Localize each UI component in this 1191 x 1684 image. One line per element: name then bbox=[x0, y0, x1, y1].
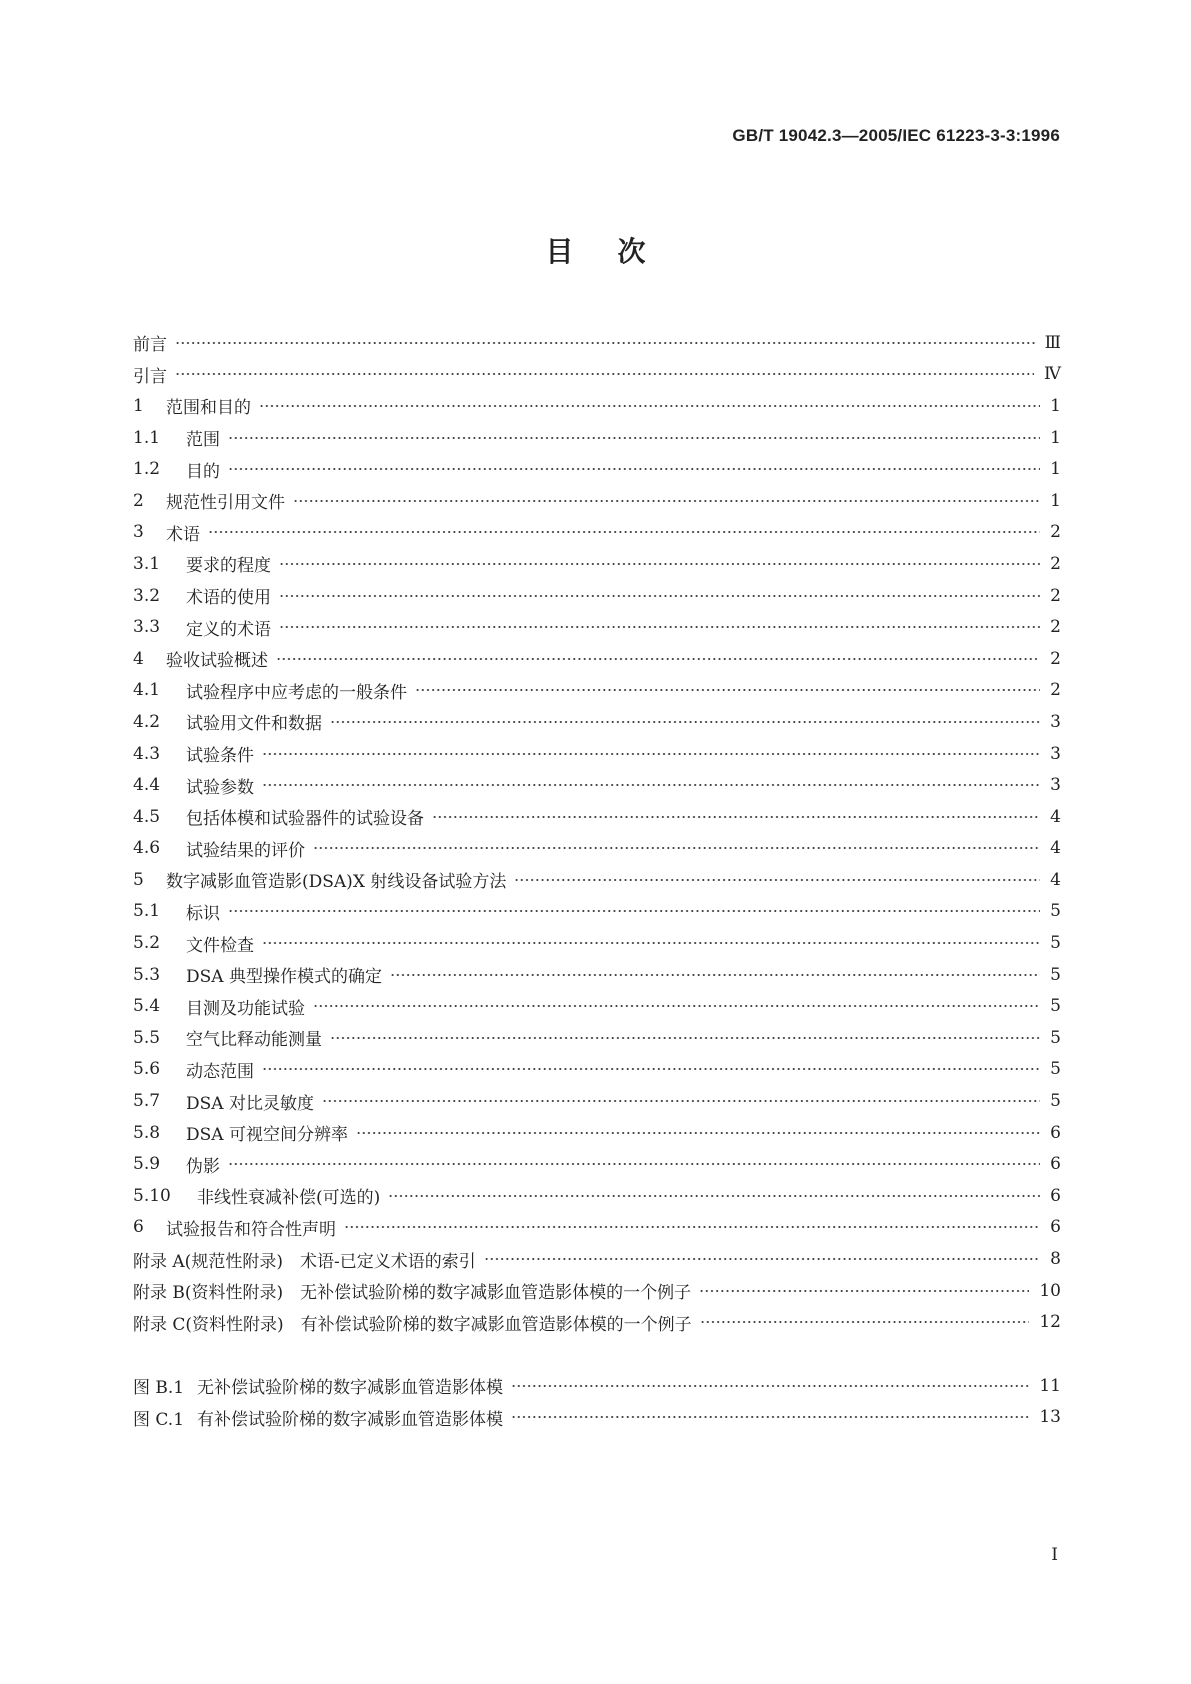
toc-entry-page: 3 bbox=[1050, 711, 1061, 732]
toc-entry[interactable] bbox=[133, 485, 1061, 517]
dot-leader bbox=[330, 720, 1040, 724]
toc-entry[interactable] bbox=[133, 1022, 1061, 1054]
dot-leader bbox=[279, 562, 1040, 566]
toc-entry-number: 1 bbox=[133, 395, 144, 416]
toc-entry[interactable] bbox=[133, 1148, 1061, 1180]
toc-entry-number: 4 bbox=[133, 648, 144, 669]
toc-entry-title: 试验报告和符合性声明 bbox=[166, 1219, 336, 1240]
toc-entry-page: 2 bbox=[1050, 648, 1061, 669]
toc-entry-page: 2 bbox=[1050, 680, 1061, 701]
toc-entry-title: 规范性引用文件 bbox=[166, 493, 285, 514]
toc-entry[interactable] bbox=[133, 738, 1061, 770]
toc-entry-title: 试验条件 bbox=[186, 746, 254, 767]
toc-entry-number: 3.2 bbox=[133, 585, 161, 606]
toc-entry-number: 4.5 bbox=[133, 806, 161, 827]
toc-entry-page: 6 bbox=[1050, 1185, 1061, 1206]
toc-entry-page: 10 bbox=[1039, 1280, 1061, 1301]
toc-entry-number: 3.3 bbox=[133, 617, 161, 638]
toc-entry-title: 数字减影血管造影(DSA)X 射线设备试验方法 bbox=[166, 872, 507, 893]
toc-entry-page: 6 bbox=[1050, 1154, 1061, 1175]
toc-entry-page: 2 bbox=[1050, 553, 1061, 574]
dot-leader bbox=[228, 1162, 1040, 1166]
toc-entry-page: 1 bbox=[1050, 459, 1061, 480]
toc-entry[interactable] bbox=[133, 1275, 1061, 1307]
dot-leader bbox=[313, 846, 1040, 850]
toc-entry-number: 1.2 bbox=[133, 459, 161, 480]
dot-leader bbox=[356, 1131, 1040, 1135]
toc-entry-title: DSA 典型操作模式的确定 bbox=[186, 967, 382, 988]
toc-entry-page: 5 bbox=[1050, 964, 1061, 985]
toc-entry-page: Ⅲ bbox=[1044, 332, 1061, 353]
toc-entry-title: 术语 bbox=[166, 524, 200, 545]
toc-entry-title: DSA 可视空间分辨率 bbox=[186, 1125, 348, 1146]
toc-entry-page: 2 bbox=[1050, 522, 1061, 543]
toc-entry[interactable] bbox=[133, 675, 1061, 707]
toc-entry-title: 目测及功能试验 bbox=[186, 998, 305, 1019]
toc-entry-title: 伪影 bbox=[186, 1156, 220, 1177]
toc-entry[interactable] bbox=[133, 1370, 1061, 1402]
dot-leader bbox=[330, 1036, 1040, 1040]
dot-leader bbox=[511, 1384, 1029, 1388]
toc-entry-number: 5.3 bbox=[133, 964, 161, 985]
toc-entry[interactable] bbox=[133, 1180, 1061, 1212]
toc-entry[interactable] bbox=[133, 990, 1061, 1022]
toc-entry[interactable] bbox=[133, 1212, 1061, 1244]
toc-entry-number: 4.1 bbox=[133, 680, 161, 701]
dot-leader bbox=[344, 1225, 1040, 1229]
standard-code-header: GB/T 19042.3—2005/IEC 61223-3-3:1996 bbox=[732, 126, 1060, 145]
dot-leader bbox=[390, 973, 1040, 977]
toc-entry[interactable] bbox=[133, 833, 1061, 865]
toc-entry-title: 前言 bbox=[133, 335, 167, 356]
toc-entry-number: 5.8 bbox=[133, 1122, 161, 1143]
dot-leader bbox=[228, 467, 1040, 471]
toc-entry-page: 13 bbox=[1039, 1407, 1061, 1428]
toc-entry-page: 5 bbox=[1050, 901, 1061, 922]
dot-leader bbox=[279, 594, 1040, 598]
toc-entry-title: DSA 对比灵敏度 bbox=[186, 1093, 314, 1114]
toc-entry[interactable] bbox=[133, 1085, 1061, 1117]
dot-leader bbox=[484, 1257, 1040, 1261]
toc-entry-page: 5 bbox=[1050, 1059, 1061, 1080]
toc-entry-page: 1 bbox=[1050, 427, 1061, 448]
toc-entry-title: 术语的使用 bbox=[186, 588, 271, 609]
toc-entry[interactable] bbox=[133, 1402, 1061, 1434]
toc-entry[interactable] bbox=[133, 1243, 1061, 1275]
toc-entry-page: 11 bbox=[1039, 1375, 1061, 1396]
title-char: 目 bbox=[545, 235, 574, 268]
dot-leader bbox=[259, 404, 1040, 408]
toc-entry-page: 4 bbox=[1050, 806, 1061, 827]
toc-entry-page: 8 bbox=[1050, 1249, 1061, 1270]
toc-entry-title: 附录 B(资料性附录) 无补偿试验阶梯的数字减影血管造影体模的一个例子 bbox=[133, 1283, 692, 1304]
toc-entry[interactable] bbox=[133, 517, 1061, 549]
dot-leader bbox=[228, 436, 1040, 440]
dot-leader bbox=[262, 752, 1040, 756]
toc-entry-page: 5 bbox=[1050, 996, 1061, 1017]
toc-entry-page: 5 bbox=[1050, 933, 1061, 954]
toc-entry[interactable] bbox=[133, 769, 1061, 801]
toc-entry-page: 12 bbox=[1039, 1312, 1061, 1333]
dot-leader bbox=[313, 1004, 1040, 1008]
toc-entry[interactable] bbox=[133, 611, 1061, 643]
toc-entry-number: 3.1 bbox=[133, 553, 161, 574]
toc-entry-title: 附录 C(资料性附录) 有补偿试验阶梯的数字减影血管造影体模的一个例子 bbox=[133, 1314, 692, 1335]
dot-leader bbox=[276, 657, 1040, 661]
toc-entry[interactable] bbox=[133, 706, 1061, 738]
toc-entry[interactable] bbox=[133, 864, 1061, 896]
toc-entry-page: 6 bbox=[1050, 1217, 1061, 1238]
toc-entry-number: 5.5 bbox=[133, 1027, 161, 1048]
toc-entry-number: 5.4 bbox=[133, 996, 161, 1017]
toc-entry-number: 5.1 bbox=[133, 901, 161, 922]
toc-entry-number: 5.9 bbox=[133, 1154, 161, 1175]
toc-entry-title: 动态范围 bbox=[186, 1061, 254, 1082]
toc-entry-title: 引言 bbox=[133, 366, 167, 387]
dot-leader bbox=[511, 1415, 1029, 1419]
toc-entry[interactable] bbox=[133, 1306, 1061, 1338]
toc-entry-page: 6 bbox=[1050, 1122, 1061, 1143]
toc-entry-page: 5 bbox=[1050, 1027, 1061, 1048]
dot-leader bbox=[175, 372, 1034, 376]
page-number: I bbox=[1051, 1545, 1058, 1565]
spacer bbox=[133, 1338, 1061, 1370]
toc-entry-number: 4.2 bbox=[133, 711, 161, 732]
dot-leader bbox=[388, 1194, 1040, 1198]
toc-entry-title: 定义的术语 bbox=[186, 619, 271, 640]
toc-entry-number: 2 bbox=[133, 490, 144, 511]
toc-entry-page: 3 bbox=[1050, 775, 1061, 796]
page-title bbox=[0, 230, 1191, 270]
toc-entry-page: 2 bbox=[1050, 585, 1061, 606]
toc-entry-number: 3 bbox=[133, 522, 144, 543]
dot-leader bbox=[262, 941, 1040, 945]
toc-entry-page: 5 bbox=[1050, 1091, 1061, 1112]
toc-entry-title: 标识 bbox=[186, 903, 220, 924]
toc-entry-title: 无补偿试验阶梯的数字减影血管造影体模 bbox=[197, 1378, 503, 1399]
toc-entry-number: 5.2 bbox=[133, 933, 161, 954]
toc-entry-number: 图 B.1 bbox=[133, 1378, 185, 1399]
toc-entry-page: 2 bbox=[1050, 617, 1061, 638]
toc-entry-page: 3 bbox=[1050, 743, 1061, 764]
toc-entry-title: 试验程序中应考虑的一般条件 bbox=[186, 682, 407, 703]
toc-entry-page: Ⅳ bbox=[1044, 364, 1061, 385]
toc-entry[interactable] bbox=[133, 327, 1061, 359]
title-char: 次 bbox=[617, 235, 646, 268]
toc-entry-title: 附录 A(规范性附录) 术语-已定义术语的索引 bbox=[133, 1251, 476, 1272]
toc-entry[interactable] bbox=[133, 1117, 1061, 1149]
toc-entry[interactable] bbox=[133, 359, 1061, 391]
toc-entry-number: 5.6 bbox=[133, 1059, 161, 1080]
toc-entry[interactable] bbox=[133, 896, 1061, 928]
toc-entry-title: 范围 bbox=[186, 430, 220, 451]
toc-entry[interactable] bbox=[133, 548, 1061, 580]
toc-entry-number: 图 C.1 bbox=[133, 1409, 185, 1430]
dot-leader bbox=[699, 1289, 1029, 1293]
toc-entry-number: 4.3 bbox=[133, 743, 161, 764]
toc-entry-number: 4.6 bbox=[133, 838, 161, 859]
toc-entry-title: 范围和目的 bbox=[166, 398, 251, 419]
toc-entry-title: 验收试验概述 bbox=[166, 651, 268, 672]
dot-leader bbox=[208, 530, 1040, 534]
dot-leader bbox=[175, 341, 1035, 345]
dot-leader bbox=[415, 688, 1040, 692]
toc-entry-page: 4 bbox=[1050, 838, 1061, 859]
dot-leader bbox=[514, 878, 1040, 882]
dot-leader bbox=[322, 1099, 1040, 1103]
toc-entry-number: 4.4 bbox=[133, 775, 161, 796]
toc-entry[interactable] bbox=[133, 643, 1061, 675]
table-of-contents bbox=[133, 327, 1061, 1433]
toc-entry[interactable] bbox=[133, 927, 1061, 959]
toc-entry[interactable] bbox=[133, 1054, 1061, 1086]
toc-entry-number: 6 bbox=[133, 1217, 144, 1238]
toc-entry-number: 1.1 bbox=[133, 427, 161, 448]
toc-entry-title: 文件检查 bbox=[186, 935, 254, 956]
toc-entry-number: 5.10 bbox=[133, 1185, 171, 1206]
dot-leader bbox=[262, 783, 1040, 787]
toc-entry-title: 试验参数 bbox=[186, 777, 254, 798]
dot-leader bbox=[700, 1320, 1030, 1324]
toc-entry-title: 要求的程度 bbox=[186, 556, 271, 577]
toc-entry[interactable] bbox=[133, 580, 1061, 612]
toc-entry-title: 包括体模和试验器件的试验设备 bbox=[186, 809, 424, 830]
toc-entry[interactable] bbox=[133, 422, 1061, 454]
toc-entry-title: 试验用文件和数据 bbox=[186, 714, 322, 735]
dot-leader bbox=[228, 909, 1040, 913]
toc-entry-number: 5.7 bbox=[133, 1091, 161, 1112]
dot-leader bbox=[262, 1067, 1040, 1071]
dot-leader bbox=[432, 815, 1040, 819]
dot-leader bbox=[293, 499, 1040, 503]
toc-entry-title: 有补偿试验阶梯的数字减影血管造影体模 bbox=[197, 1409, 503, 1430]
toc-entry[interactable] bbox=[133, 390, 1061, 422]
toc-entry-title: 空气比释动能测量 bbox=[186, 1030, 322, 1051]
toc-entry[interactable] bbox=[133, 801, 1061, 833]
toc-entry-title: 非线性衰减补偿(可选的) bbox=[197, 1188, 381, 1209]
toc-entry-title: 目的 bbox=[186, 461, 220, 482]
toc-entry-page: 1 bbox=[1050, 395, 1061, 416]
toc-entry-title: 试验结果的评价 bbox=[186, 840, 305, 861]
dot-leader bbox=[279, 625, 1040, 629]
toc-entry-number: 5 bbox=[133, 869, 144, 890]
toc-entry[interactable] bbox=[133, 959, 1061, 991]
toc-entry-page: 1 bbox=[1050, 490, 1061, 511]
toc-entry-page: 4 bbox=[1050, 869, 1061, 890]
toc-entry[interactable] bbox=[133, 453, 1061, 485]
